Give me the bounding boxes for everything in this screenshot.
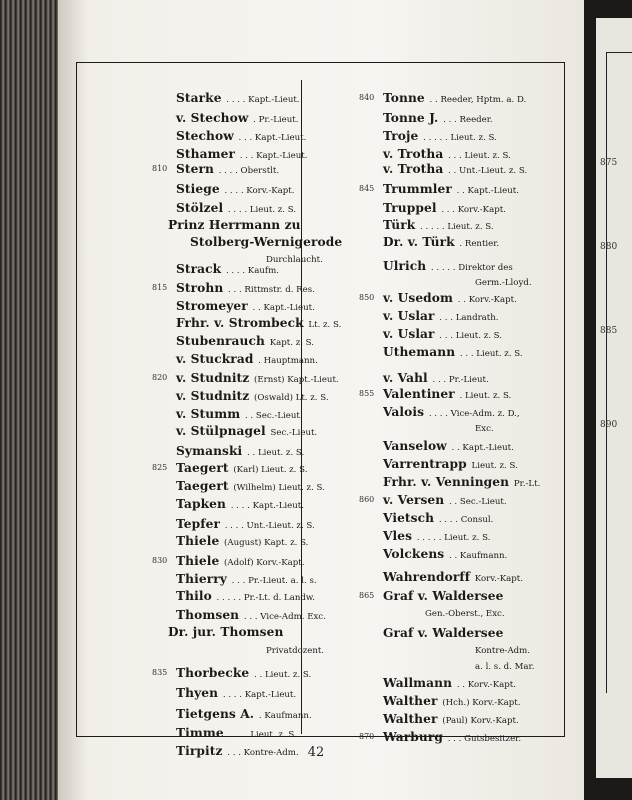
left-entry (264, 645, 324, 657)
entry-number: 815 (152, 283, 168, 292)
left-entry (176, 687, 296, 701)
entry-name: Frhr. v. Strombeck (176, 316, 304, 330)
entry-name: Tepfer (176, 517, 220, 531)
right-entry (383, 458, 518, 472)
entry-name: v. Stumm (176, 407, 241, 421)
right-entry (383, 310, 499, 324)
entry-name: v. Versen (383, 493, 445, 507)
entry-name: Wahrendorff (383, 570, 471, 584)
entry-name: Graf v. Waldersee (383, 589, 504, 603)
entry-description: . . . . Korv.-Kapt. (221, 186, 295, 196)
entry-name: Tirpitz (176, 744, 223, 758)
entry-description: (Ernst) Kapt.-Lieut. (251, 375, 339, 385)
entry-name: Thomsen (176, 608, 240, 622)
entry-description: . . Korv.-Kapt. (455, 295, 517, 305)
entry-name: Vles (383, 529, 413, 543)
entry-description: . . . . Lieut. z. S. (225, 730, 297, 740)
entry-name: v. Trotha (383, 147, 444, 161)
entry-name: Frhr. v. Venningen (383, 475, 510, 489)
entry-description: . Hauptmann. (255, 356, 318, 366)
right-entry (473, 277, 532, 289)
left-entry (176, 335, 314, 349)
entry-name: Uthemann (383, 345, 456, 359)
right-entry (359, 493, 507, 508)
entry-description: . . . . . Pr.-Lt. d. Landw. (213, 593, 315, 603)
entry-description: . . . Rittmstr. d. Res. (225, 285, 315, 295)
entry-name: Stromeyer (176, 299, 248, 313)
entry-number: 825 (152, 463, 168, 472)
entry-name: Truppel (383, 201, 437, 215)
entry-name: Taegert (176, 479, 229, 493)
left-entry (152, 666, 312, 681)
entry-description: . . Reeder, Hptm. a. D. (426, 95, 527, 105)
entry-description: . . . Lieut. z. S. (436, 331, 502, 341)
entry-description: . Kaufmann. (256, 711, 312, 721)
entry-name: Timme (176, 726, 224, 740)
entry-name: Stubenrauch (176, 334, 265, 348)
right-entry (383, 713, 519, 727)
entry-name: Graf v. Waldersee (383, 626, 504, 640)
right-entry (423, 608, 505, 620)
entry-description: (Hch.) Korv.-Kapt. (439, 698, 521, 708)
entry-description: (Oswald) Lt. z. S. (251, 393, 329, 403)
entry-name: Tonne J. (383, 111, 439, 125)
left-entry (168, 219, 301, 233)
entry-name: Troje (383, 129, 419, 143)
entry-name: Prinz Herrmann zu (168, 218, 301, 232)
entry-name: Tapken (176, 497, 226, 511)
entry-name: v. Studnitz (176, 389, 250, 403)
entry-description: . . . Lieut. z. S. (445, 151, 511, 161)
entry-name: v. Vahl (383, 371, 428, 385)
entry-description: . . Kapt.-Lieut. (448, 443, 514, 453)
entry-description: (Adolf) Korv.-Kapt. (221, 558, 305, 568)
entry-name: Vanselow (383, 439, 447, 453)
entry-number: 860 (359, 495, 375, 504)
left-entry (176, 518, 315, 532)
left-entry (176, 590, 315, 604)
entry-number: 850 (359, 293, 375, 302)
left-entry (176, 92, 300, 106)
entry-description: . . . Kapt.-Lieut. (235, 133, 307, 143)
entry-description: . . . . . Lieut. z. S. (417, 222, 494, 232)
entry-description: Lieut. z. S. (468, 461, 518, 471)
right-entry (383, 440, 514, 454)
left-entry (176, 353, 318, 367)
entry-name: v. Studnitz (176, 371, 250, 385)
entry-description: (Paul) Korv.-Kapt. (439, 716, 519, 726)
entry-name: Volckens (383, 547, 445, 561)
right-entry (383, 627, 503, 641)
entry-description: . . Kaufmann. (446, 551, 508, 561)
entry-name: Thiele (176, 534, 220, 548)
left-entry (152, 281, 315, 296)
entry-name: Trummler (383, 182, 452, 196)
entry-name: Warburg (383, 730, 443, 744)
right-entry (383, 372, 489, 386)
right-entry (383, 202, 506, 216)
next-page-edge (584, 0, 632, 800)
entry-description: Gen.-Oberst., Exc. (425, 609, 505, 619)
left-entry (176, 202, 296, 216)
entry-description: . . Sec.-Lieut. (446, 497, 507, 507)
entry-name: Thorbecke (176, 666, 250, 680)
entry-name: Strack (176, 262, 222, 276)
entry-description: . . . . Oberstlt. (215, 166, 280, 176)
entry-name: v. Stülpnagel (176, 424, 266, 438)
entry-description: . . . . Kaufm. (223, 266, 279, 276)
entry-name: v. Stuckrad (176, 352, 254, 366)
right-entry (383, 346, 523, 360)
entry-description: Privatdozent. (266, 646, 325, 656)
entry-name: Starke (176, 91, 222, 105)
entry-description: . . . . Lieut. z. S. (225, 205, 297, 215)
entry-description: . . . Vice-Adm. Exc. (241, 612, 326, 622)
entry-name: Walther (383, 712, 438, 726)
right-entry (359, 291, 517, 306)
next-page-margin-number: 880 (600, 242, 618, 252)
entry-description: . . . . Vice-Adm. z. D., (426, 409, 520, 419)
entry-number: 820 (152, 373, 168, 382)
next-page-margin-number: 885 (600, 326, 618, 336)
left-entry (176, 609, 326, 623)
entry-number: 845 (359, 184, 375, 193)
right-entry (383, 236, 499, 250)
entry-name: Wallmann (383, 676, 453, 690)
left-entry (176, 112, 298, 126)
left-entry (176, 148, 308, 162)
entry-name: Taegert (176, 461, 229, 475)
left-entry (168, 626, 283, 640)
right-entry (383, 260, 513, 274)
entry-description: . . . . Kapt.-Lieut. (227, 501, 304, 511)
left-entry (176, 727, 297, 741)
right-entry (359, 589, 504, 604)
entry-name: Valois (383, 405, 425, 419)
entry-description: Lt. z. S. (305, 320, 342, 330)
left-entry (176, 300, 315, 314)
entry-name: Valentiner (383, 387, 455, 401)
entry-number: 830 (152, 556, 168, 565)
right-entry (359, 91, 527, 106)
entry-name: Tietgens A. (176, 707, 255, 721)
column-divider (301, 80, 302, 734)
entry-description: . . Kapt.-Lieut. (453, 186, 519, 196)
right-entry (383, 163, 527, 177)
left-entry (176, 130, 306, 144)
entry-name: Stolberg-Wernigerode (190, 235, 343, 249)
entry-number: 810 (152, 164, 168, 173)
left-entry (152, 162, 280, 177)
right-entry (359, 182, 519, 197)
entry-name: v. Trotha (383, 162, 444, 176)
left-entry (152, 371, 339, 386)
right-entry (383, 476, 540, 490)
entry-description: . . Lieut. z. S. (244, 448, 305, 458)
left-entry (176, 708, 312, 722)
entry-description: . . . . . Lieut. z. S. (414, 533, 491, 543)
right-entry (383, 406, 520, 420)
entry-name: Thilo (176, 589, 212, 603)
right-entry (359, 387, 512, 402)
entry-name: v. Uslar (383, 309, 435, 323)
entry-description: . . . Kapt.-Lieut. (236, 151, 308, 161)
entry-description: . . . Kontre-Adm. (224, 748, 299, 758)
left-entry (176, 263, 279, 277)
left-entry (176, 408, 303, 422)
entry-description: . . Lieut. z. S. (251, 670, 312, 680)
entry-description: Kontre-Adm. (475, 646, 531, 656)
entry-number: 870 (359, 732, 375, 741)
entry-description: Durchlaucht. (266, 255, 323, 265)
right-entry (383, 112, 493, 126)
entry-number: 835 (152, 668, 168, 677)
entry-name: Dr. jur. Thomsen (168, 625, 284, 639)
entry-description: . Rentier. (456, 239, 500, 249)
left-entry (176, 317, 341, 331)
next-page-margin-number: 890 (600, 420, 618, 430)
right-entry (383, 219, 494, 233)
left-entry (190, 236, 342, 250)
entry-description: a. l. s. d. Mar. (475, 662, 535, 672)
entry-name: Ulrich (383, 259, 427, 273)
left-entry (176, 425, 317, 439)
right-entry (473, 661, 534, 673)
left-entry (176, 498, 304, 512)
entry-description: (Wilhelm) Lieut. z. S. (230, 483, 325, 493)
right-entry (359, 730, 522, 745)
right-entry (383, 695, 520, 709)
page-number: 42 (307, 745, 325, 760)
entry-description: . Pr.-Lieut. (250, 115, 299, 125)
left-entry (176, 390, 329, 404)
right-entry (383, 677, 516, 691)
entry-name: Dr. v. Türk (383, 235, 455, 249)
entry-name: Stölzel (176, 201, 224, 215)
entry-description: Germ.-Lloyd. (475, 278, 532, 288)
entry-name: Stechow (176, 129, 234, 143)
entry-description: (August) Kapt. z. S. (221, 538, 309, 548)
left-entry (176, 573, 317, 587)
next-page-frame (606, 52, 632, 693)
entry-number: 855 (359, 389, 375, 398)
entry-description: . . Sec.-Lieut. (242, 411, 303, 421)
entry-description: . . . . Kapt.-Lieut. (220, 690, 297, 700)
entry-name: Strohn (176, 281, 224, 295)
next-page-margin-number: 875 (600, 158, 618, 168)
entry-name: Walther (383, 694, 438, 708)
entry-description: . . . Korv.-Kapt. (438, 205, 506, 215)
entry-name: Thyen (176, 686, 219, 700)
entry-description: . Lieut. z. S. (456, 391, 512, 401)
entry-description: Exc. (475, 424, 494, 434)
entry-description: . . . . . Lieut. z. S. (420, 133, 497, 143)
right-entry (473, 645, 530, 657)
right-entry (383, 512, 493, 526)
entry-name: v. Stechow (176, 111, 249, 125)
entry-description: . . Kapt.-Lieut. (249, 303, 315, 313)
entry-name: Varrentrapp (383, 457, 467, 471)
right-entry (383, 148, 511, 162)
entry-description: . . Korv.-Kapt. (454, 680, 516, 690)
entry-description: . . . . Kapt.-Lieut. (223, 95, 300, 105)
entry-description: . . . Reeder. (440, 115, 493, 125)
right-entry (383, 130, 497, 144)
left-entry (176, 183, 294, 197)
right-entry (383, 328, 502, 342)
entry-description: . . . Lieut. z. S. (457, 349, 523, 359)
entry-name: Türk (383, 218, 416, 232)
left-entry (176, 480, 325, 494)
entry-description: . . . Landrath. (436, 313, 499, 323)
entry-description: Korv.-Kapt. (472, 574, 523, 584)
entry-description: Kapt. z. S. (267, 338, 314, 348)
left-entry (152, 461, 308, 476)
entry-name: Stern (176, 162, 214, 176)
entry-description: . . . . . Direktor des (428, 263, 513, 273)
book-spine-edge (0, 0, 58, 800)
right-entry (383, 530, 490, 544)
entry-name: v. Uslar (383, 327, 435, 341)
entry-description: . . . Pr.-Lieut. (429, 375, 489, 385)
entry-description: . . . . Consul. (436, 515, 494, 525)
entry-name: Thiele (176, 554, 220, 568)
entry-description: . . . . Unt.-Lieut. z. S. (221, 521, 315, 531)
entry-description: . . Unt.-Lieut. z. S. (445, 166, 528, 176)
entry-name: v. Usedom (383, 291, 454, 305)
entry-name: Symanski (176, 444, 243, 458)
entry-description: Pr.-Lt. (511, 479, 541, 489)
left-entry (176, 445, 304, 459)
entry-number: 865 (359, 591, 375, 600)
right-entry (383, 548, 507, 562)
right-entry (473, 423, 494, 435)
entry-number: 840 (359, 93, 375, 102)
entry-name: Thierry (176, 572, 227, 586)
left-entry (152, 554, 305, 569)
entry-name: Tonne (383, 91, 425, 105)
left-entry (176, 535, 308, 549)
entry-description: . . . Pr.-Lieut. a. l. s. (228, 576, 317, 586)
entry-name: Stiege (176, 182, 220, 196)
right-entry (383, 571, 523, 585)
entry-description: . . . Gutsbesitzer. (444, 734, 522, 744)
entry-name: Vietsch (383, 511, 435, 525)
entry-description: Sec.-Lieut. (267, 428, 318, 438)
entry-description: (Karl) Lieut. z. S. (230, 465, 308, 475)
entry-name: Sthamer (176, 147, 235, 161)
